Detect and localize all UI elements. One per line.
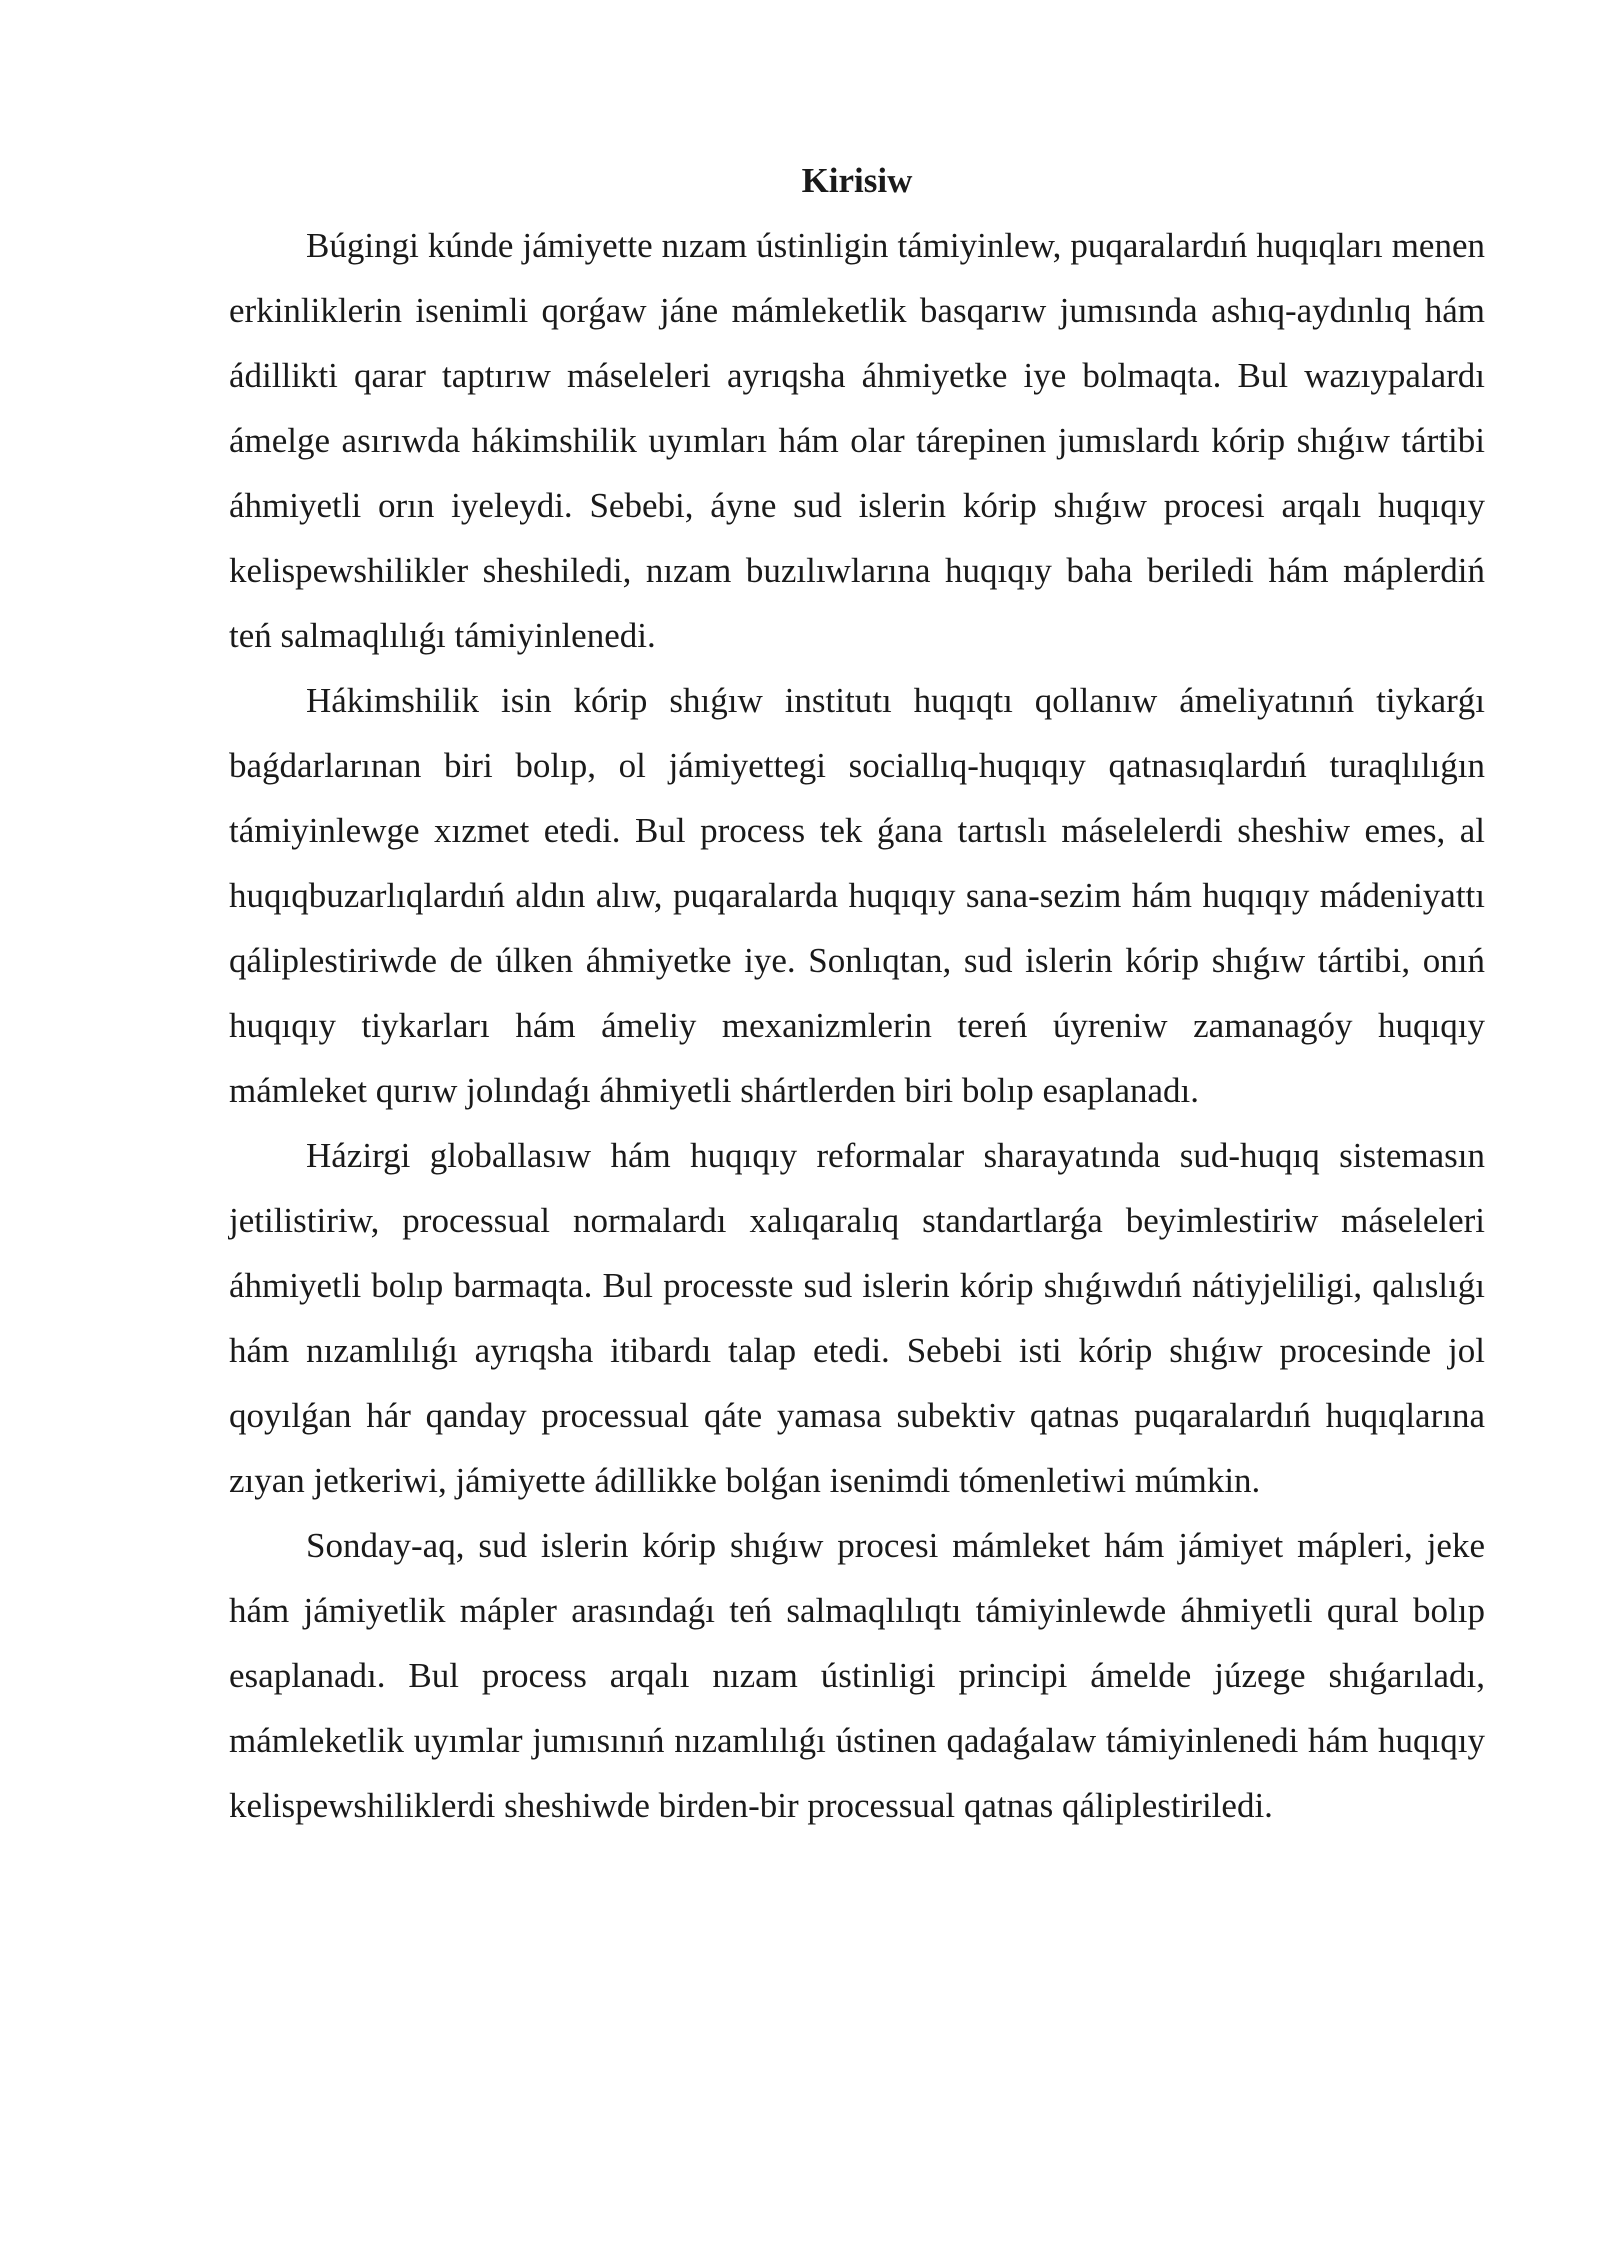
- document-body: [229, 148, 1485, 1838]
- paragraph: Hákimshilik isin kórip shıǵıw institutı huqıqtı qollanıw ámeliyatınıń tiykarǵı baǵdarlarınan biri bolıp, ol jámiyettegi sociallıq-huqıqıy qatnasıqlardıń turaqlılıǵın támiyinlewge xızmet etedi. Bul process tek ǵana tartıslı máselelerdi sheshiw emes, al huqıqbuzarlıqlardıń aldın alıw, puqaralarda huqıqıy sana-sezim hám huqıqıy mádeniyattı qáliplestiriwde de úlken áhmiyetke iye. Sonlıqtan, sud islerin kórip shıǵıw tártibi, onıń huqıqıy tiykarları hám ámeliy mexanizmlerin tereń úyreniw zamanagóy huqıqıy mámleket qurıw jolındaǵı áhmiyetli shártlerden biri bolıp esaplanadı.: [229, 681, 1485, 1110]
- paragraph: Sonday-aq, sud islerin kórip shıǵıw procesi mámleket hám jámiyet mápleri, jeke hám jámiyetlik mápler arasındaǵı teń salmaqlılıqtı támiyinlewde áhmiyetli qural bolıp esaplanadı. Bul process arqalı nızam ústinligi principi ámelde júzege shıǵarıladı, mámleketlik uyımlar jumısınıń nızamlılıǵı ústinen qadaǵalaw támiyinlenedi hám huqıqıy kelispewshiliklerdi sheshiwde birden-bir processual qatnas qáliplestiriledi.: [229, 1526, 1485, 1825]
- paragraph: Házirgi globallasıw hám huqıqıy reformalar sharayatında sud-huqıq sistemasın jetilistiriw, processual normalardı xalıqaralıq standartlarǵa beyimlestiriw máseleleri áhmiyetli bolıp barmaqta. Bul processte sud islerin kórip shıǵıwdıń nátiyjeliligi, qalıslıǵı hám nızamlılıǵı ayrıqsha itibardı talap etedi. Sebebi isti kórip shıǵıw procesinde jol qoyılǵan hár qanday processual qáte yamasa subektiv qatnas puqaralardıń huqıqlarına zıyan jetkeriwi, jámiyette ádillikke bolǵan isenimdi tómenletiwi múmkin.: [229, 1136, 1485, 1500]
- paragraph: Búgingi kúnde jámiyette nızam ústinligin támiyinlew, puqaralardıń huqıqları menen erkinliklerin isenimli qorǵaw jáne mámleketlik basqarıw jumısında ashıq-aydınlıq hám ádillikti qarar taptırıw máseleleri ayrıqsha áhmiyetke iye bolmaqta. Bul wazıypalardı ámelge asırıwda hákimshilik uyımları hám olar tárepinen jumıslardı kórip shıǵıw tártibi áhmiyetli orın iyeleydi. Sebebi, áyne sud islerin kórip shıǵıw procesi arqalı huqıqıy kelispewshilikler sheshiledi, nızam buzılıwlarına huqıqıy baha beriledi hám máplerdiń teń salmaqlılıǵı támiyinlenedi.: [229, 226, 1485, 655]
- document-title: Kirisiw: [801, 161, 913, 200]
